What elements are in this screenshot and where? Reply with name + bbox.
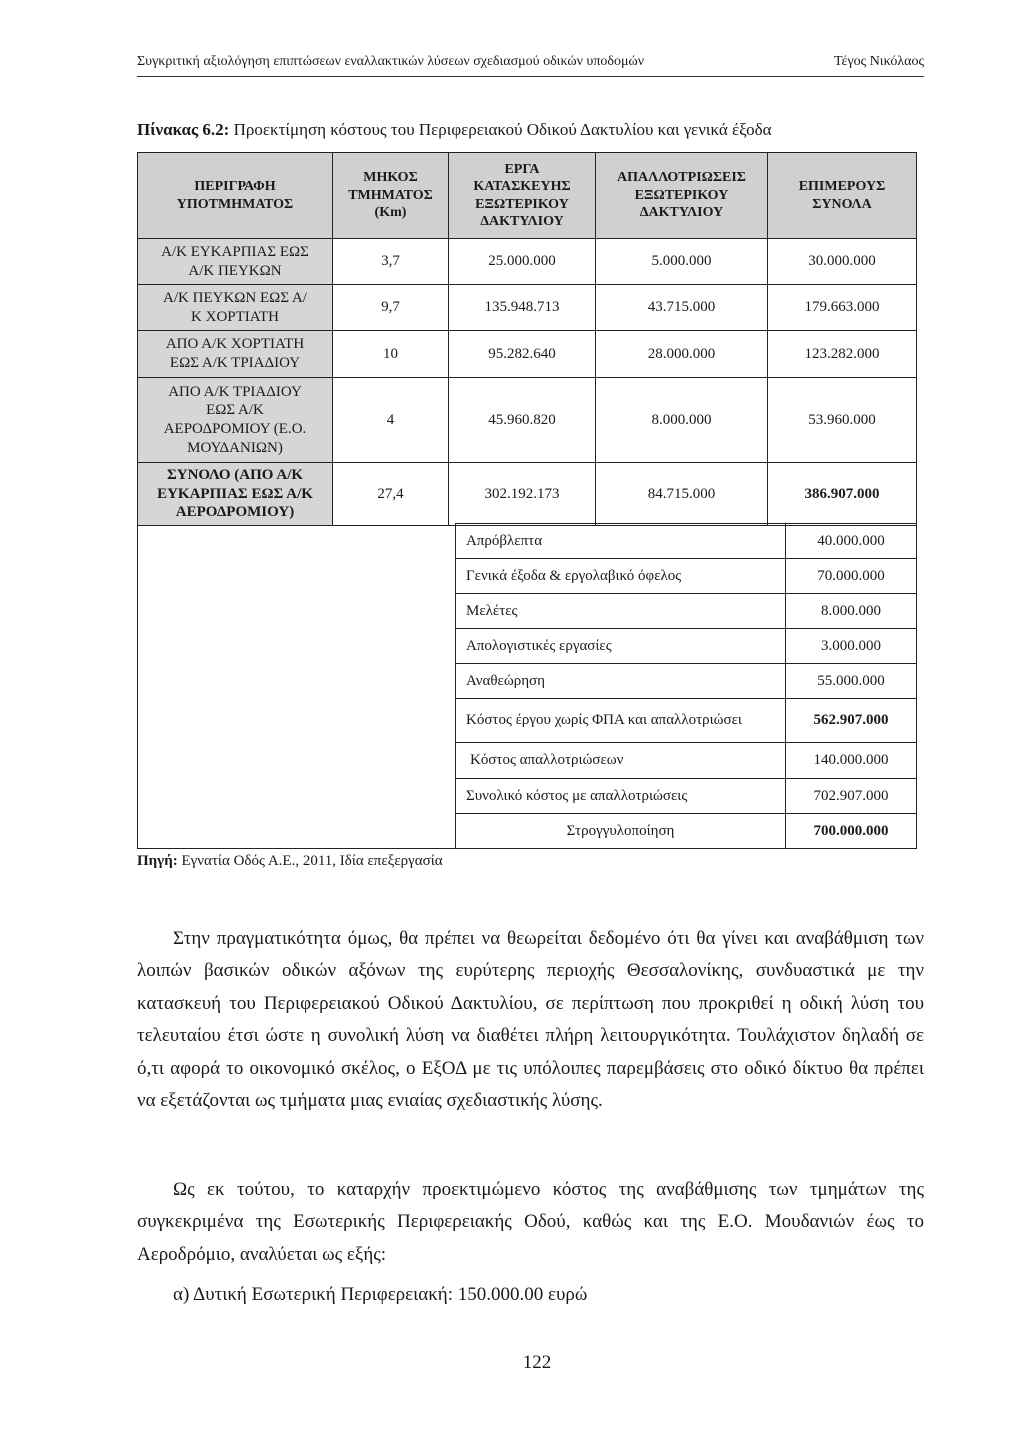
paragraph-text: α) Δυτική Εσωτερική Περιφερειακή: 150.000.00 ευρώ	[173, 1284, 588, 1305]
row-length: 3,7	[333, 239, 449, 285]
header-subtotals: ΕΠΙΜΕΡΟΥΣ ΣΥΝΟΛΑ	[768, 153, 917, 239]
expense-value: 55.000.000	[786, 664, 917, 699]
row-subtotal: 53.960.000	[768, 378, 917, 463]
caption-text: Προεκτίμηση κόστους του Περιφερειακού Οδικού Δακτυλίου και γενικά έξοδα	[229, 120, 772, 139]
page-number: 122	[522, 1352, 552, 1373]
row-subtotal: 123.282.000	[768, 331, 917, 378]
header-description: ΠΕΡΙΓΡΑΦΗ ΥΠΟΤΜΗΜΑΤΟΣ	[138, 153, 333, 239]
caption-label: Πίνακας 6.2:	[137, 120, 230, 139]
table-row	[138, 331, 917, 378]
expense-label: Συνολικό κόστος με απαλλοτριώσεις	[456, 779, 786, 814]
expense-label: Απρόβλεπτα	[456, 524, 786, 559]
header-length: ΜΗΚΟΣ ΤΜΗΜΑΤΟΣ (Km)	[333, 153, 449, 239]
paragraph-text: Στην πραγματικότητα όμως, θα πρέπει να θεωρείται δεδομένο ότι θα γίνει και αναβάθμιση των λοιπών βασικών οδικών αξόνων της ευρύτερης περιοχής Θεσσαλονίκης, συνδυαστικά με την κατασκευή του Περιφερειακού Οδικού Δακτυλίου, σε περίπτωση που προκριθεί η οδική λύση του τελευταίου έτσι ώστε η συνολική λύση να διαθέτει πλήρη λειτουργικότητα. Τουλάχιστον δηλαδή σε ό,τι αφορά το οικονομικό σκέλος, ο ΕξΟΔ με τις υπόλοιπες παρεμβάσεις στο οδικό δίκτυο θα πρέπει να εξετάζονται ως τμήματα μιας ενιαίας σχεδιαστικής λύσης.	[137, 928, 924, 1112]
total-description: ΣΥΝΟΛΟ (ΑΠΟ Α/Κ ΕΥΚΑΡΠΙΑΣ ΕΩΣ Α/Κ ΑΕΡΟΔΡΟΜΙΟΥ)	[138, 463, 333, 526]
expense-value: 70.000.000	[786, 559, 917, 594]
row-expropriations: 28.000.000	[596, 331, 768, 378]
row-description: Α/Κ ΕΥΚΑΡΠΙΑΣ ΕΩΣ Α/Κ ΠΕΥΚΩΝ	[138, 239, 333, 285]
expense-label: Γενικά έξοδα & εργολαβικό όφελος	[456, 559, 786, 594]
total-length: 27,4	[333, 463, 449, 526]
expense-label: Κόστος έργου χωρίς ΦΠΑ και απαλλοτριώσει	[456, 699, 786, 743]
source-text: Εγνατία Οδός Α.Ε., 2011, Ιδία επεξεργασία	[177, 853, 443, 869]
total-works: 302.192.173	[449, 463, 596, 526]
total-subtotal: 386.907.000	[768, 463, 917, 526]
total-expropriations: 84.715.000	[596, 463, 768, 526]
table-caption	[137, 120, 772, 140]
cost-table	[137, 152, 917, 526]
table-source	[137, 853, 443, 870]
body-paragraph-3	[137, 1279, 924, 1311]
expense-label: Κόστος απαλλοτριώσεων	[456, 743, 786, 779]
expense-value: 702.907.000	[786, 779, 917, 814]
paragraph-text: Ως εκ τούτου, το καταρχήν προεκτιμώμενο κόστος της αναβάθμισης των τμημάτων της συγκεκριμένα της Εσωτερικής Περιφερειακής Οδού, καθώς και της Ε.Ο. Μουδανιών έως το Αεροδρόμιο, αναλύεται ως εξής:	[137, 1179, 924, 1265]
row-works: 25.000.000	[449, 239, 596, 285]
row-length: 9,7	[333, 285, 449, 331]
row-description: ΑΠΟ Α/Κ ΤΡΙΑΔΙΟΥ ΕΩΣ Α/Κ ΑΕΡΟΔΡΟΜΙΟΥ (Ε.Ο. ΜΟΥΔΑΝΙΩΝ)	[138, 378, 333, 463]
expense-label: Αναθεώρηση	[456, 664, 786, 699]
expense-value: 8.000.000	[786, 594, 917, 629]
row-length: 10	[333, 331, 449, 378]
row-works: 45.960.820	[449, 378, 596, 463]
row-expropriations: 8.000.000	[596, 378, 768, 463]
expense-value: 700.000.000	[786, 814, 917, 849]
table-row	[138, 378, 917, 463]
body-paragraph-1	[137, 923, 924, 1117]
expense-label: Μελέτες	[456, 594, 786, 629]
header-title: Συγκριτική αξιολόγηση επιπτώσεων εναλλακτικών λύσεων σχεδιασμού οδικών υποδομών	[137, 54, 645, 69]
running-header	[137, 52, 924, 77]
row-works: 95.282.640	[449, 331, 596, 378]
row-subtotal: 30.000.000	[768, 239, 917, 285]
blank-area	[138, 524, 456, 849]
table-row	[138, 239, 917, 285]
header-expropriations: ΑΠΑΛΛΟΤΡΙΩΣΕΙΣ ΕΞΩΤΕΡΙΚΟΥ ΔΑΚΤΥΛΙΟΥ	[596, 153, 768, 239]
expense-row	[138, 524, 917, 559]
header-author: Τέγος Νικόλαος	[834, 54, 924, 69]
expense-value: 40.000.000	[786, 524, 917, 559]
row-description: ΑΠΟ Α/Κ ΧΟΡΤΙΑΤΗ ΕΩΣ Α/Κ ΤΡΙΑΔΙΟΥ	[138, 331, 333, 378]
row-expropriations: 5.000.000	[596, 239, 768, 285]
row-length: 4	[333, 378, 449, 463]
row-expropriations: 43.715.000	[596, 285, 768, 331]
expense-label: Στρογγυλοποίηση	[456, 814, 786, 849]
source-label: Πηγή:	[137, 853, 178, 869]
table-total-row	[138, 463, 917, 526]
row-description: Α/Κ ΠΕΥΚΩΝ ΕΩΣ Α/Κ ΧΟΡΤΙΑΤΗ	[138, 285, 333, 331]
expense-label: Απολογιστικές εργασίες	[456, 629, 786, 664]
expense-value: 140.000.000	[786, 743, 917, 779]
header-works: ΕΡΓΑ ΚΑΤΑΣΚΕΥΗΣ ΕΞΩΤΕΡΙΚΟΥ ΔΑΚΤΥΛΙΟΥ	[449, 153, 596, 239]
row-subtotal: 179.663.000	[768, 285, 917, 331]
expense-value: 3.000.000	[786, 629, 917, 664]
row-works: 135.948.713	[449, 285, 596, 331]
expense-value: 562.907.000	[786, 699, 917, 743]
table-row	[138, 285, 917, 331]
body-paragraph-2	[137, 1174, 924, 1271]
general-expenses-table	[137, 523, 917, 849]
table-header-row	[138, 153, 917, 239]
